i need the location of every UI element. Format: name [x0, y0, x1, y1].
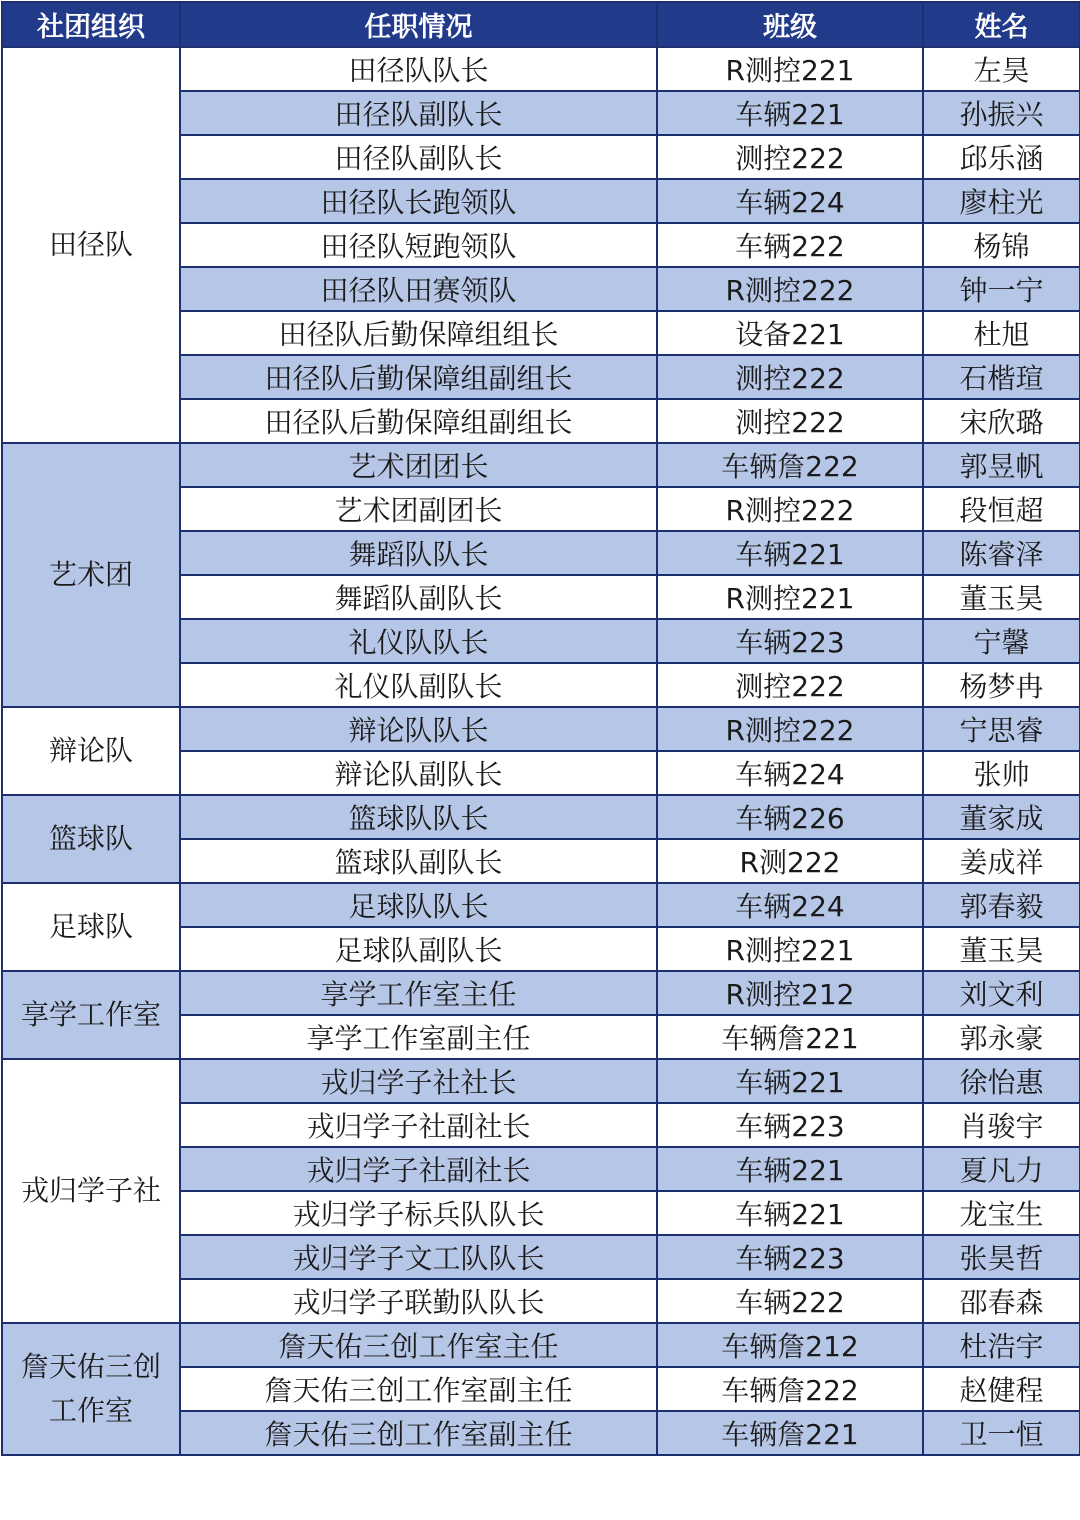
name-cell: 郭永豪: [923, 1015, 1080, 1059]
position-cell: 足球队队长: [180, 883, 657, 927]
position-cell: 田径队短跑领队: [180, 223, 657, 267]
name-cell: 董玉昊: [923, 575, 1080, 619]
class-cell: R测控222: [657, 267, 923, 311]
header-organization: 社团组织: [2, 2, 180, 47]
class-cell: R测控221: [657, 47, 923, 91]
position-cell: 田径队队长: [180, 47, 657, 91]
name-cell: 邱乐涵: [923, 135, 1080, 179]
name-cell: 郭春毅: [923, 883, 1080, 927]
name-cell: 宋欣璐: [923, 399, 1080, 443]
class-cell: 设备221: [657, 311, 923, 355]
position-cell: 艺术团副团长: [180, 487, 657, 531]
organization-cell: 辩论队: [2, 707, 180, 795]
name-cell: 赵健程: [923, 1367, 1080, 1411]
officers-table: [1, 1, 1080, 1456]
position-cell: 田径队副队长: [180, 91, 657, 135]
class-cell: 车辆詹222: [657, 443, 923, 487]
table-row: [2, 1323, 1080, 1367]
name-cell: 龙宝生: [923, 1191, 1080, 1235]
organization-cell: 足球队: [2, 883, 180, 971]
position-cell: 辩论队队长: [180, 707, 657, 751]
position-cell: 詹天佑三创工作室副主任: [180, 1367, 657, 1411]
class-cell: 测控222: [657, 399, 923, 443]
header-position: 任职情况: [180, 2, 657, 47]
position-cell: 詹天佑三创工作室副主任: [180, 1411, 657, 1455]
class-cell: 车辆224: [657, 751, 923, 795]
organization-cell: 戎归学子社: [2, 1059, 180, 1323]
name-cell: 杨梦冉: [923, 663, 1080, 707]
class-cell: 车辆詹212: [657, 1323, 923, 1367]
class-cell: R测控222: [657, 487, 923, 531]
class-cell: R测控221: [657, 927, 923, 971]
class-cell: 车辆222: [657, 223, 923, 267]
organization-cell: 篮球队: [2, 795, 180, 883]
position-cell: 戎归学子标兵队队长: [180, 1191, 657, 1235]
name-cell: 杜旭: [923, 311, 1080, 355]
name-cell: 宁馨: [923, 619, 1080, 663]
organization-cell: 艺术团: [2, 443, 180, 707]
class-cell: 车辆223: [657, 619, 923, 663]
table-row: [2, 443, 1080, 487]
position-cell: 田径队田赛领队: [180, 267, 657, 311]
position-cell: 詹天佑三创工作室主任: [180, 1323, 657, 1367]
table-row: [2, 971, 1080, 1015]
class-cell: 车辆224: [657, 179, 923, 223]
class-cell: 车辆224: [657, 883, 923, 927]
name-cell: 杜浩宇: [923, 1323, 1080, 1367]
table-row: [2, 795, 1080, 839]
class-cell: 车辆221: [657, 91, 923, 135]
table-row: [2, 707, 1080, 751]
position-cell: 篮球队副队长: [180, 839, 657, 883]
header-class: 班级: [657, 2, 923, 47]
class-cell: R测控222: [657, 707, 923, 751]
class-cell: 测控222: [657, 135, 923, 179]
position-cell: 田径队长跑领队: [180, 179, 657, 223]
position-cell: 戎归学子文工队队长: [180, 1235, 657, 1279]
class-cell: 车辆223: [657, 1103, 923, 1147]
name-cell: 郭昱帆: [923, 443, 1080, 487]
name-cell: 夏凡力: [923, 1147, 1080, 1191]
class-cell: 车辆221: [657, 531, 923, 575]
name-cell: 钟一宁: [923, 267, 1080, 311]
class-cell: R测222: [657, 839, 923, 883]
name-cell: 邵春森: [923, 1279, 1080, 1323]
class-cell: 车辆222: [657, 1279, 923, 1323]
organization-cell: 享学工作室: [2, 971, 180, 1059]
position-cell: 礼仪队队长: [180, 619, 657, 663]
name-cell: 石楷瑄: [923, 355, 1080, 399]
position-cell: 田径队后勤保障组组长: [180, 311, 657, 355]
class-cell: 车辆詹221: [657, 1411, 923, 1455]
position-cell: 足球队副队长: [180, 927, 657, 971]
name-cell: 董玉昊: [923, 927, 1080, 971]
position-cell: 田径队后勤保障组副组长: [180, 355, 657, 399]
position-cell: 篮球队队长: [180, 795, 657, 839]
class-cell: 车辆226: [657, 795, 923, 839]
name-cell: 卫一恒: [923, 1411, 1080, 1455]
position-cell: 舞蹈队副队长: [180, 575, 657, 619]
name-cell: 左昊: [923, 47, 1080, 91]
position-cell: 艺术团团长: [180, 443, 657, 487]
position-cell: 享学工作室副主任: [180, 1015, 657, 1059]
name-cell: 陈睿泽: [923, 531, 1080, 575]
organization-cell: 詹天佑三创工作室: [2, 1323, 180, 1455]
position-cell: 戎归学子社副社长: [180, 1147, 657, 1191]
position-cell: 田径队副队长: [180, 135, 657, 179]
table-row: [2, 47, 1080, 91]
class-cell: 测控222: [657, 355, 923, 399]
class-cell: 车辆223: [657, 1235, 923, 1279]
name-cell: 张帅: [923, 751, 1080, 795]
name-cell: 杨锦: [923, 223, 1080, 267]
name-cell: 张昊哲: [923, 1235, 1080, 1279]
position-cell: 戎归学子社副社长: [180, 1103, 657, 1147]
position-cell: 戎归学子联勤队队长: [180, 1279, 657, 1323]
class-cell: 车辆221: [657, 1191, 923, 1235]
name-cell: 孙振兴: [923, 91, 1080, 135]
position-cell: 礼仪队副队长: [180, 663, 657, 707]
table-row: [2, 1059, 1080, 1103]
name-cell: 董家成: [923, 795, 1080, 839]
name-cell: 肖骏宇: [923, 1103, 1080, 1147]
name-cell: 廖柱光: [923, 179, 1080, 223]
position-cell: 享学工作室主任: [180, 971, 657, 1015]
table-row: [2, 883, 1080, 927]
name-cell: 宁思睿: [923, 707, 1080, 751]
class-cell: 车辆詹221: [657, 1015, 923, 1059]
position-cell: 田径队后勤保障组副组长: [180, 399, 657, 443]
class-cell: 车辆詹222: [657, 1367, 923, 1411]
position-cell: 舞蹈队队长: [180, 531, 657, 575]
name-cell: 段恒超: [923, 487, 1080, 531]
class-cell: 车辆221: [657, 1059, 923, 1103]
name-cell: 姜成祥: [923, 839, 1080, 883]
class-cell: 车辆221: [657, 1147, 923, 1191]
table-body: [2, 47, 1080, 1455]
header-row: [2, 2, 1080, 47]
organization-cell: 田径队: [2, 47, 180, 443]
class-cell: R测控221: [657, 575, 923, 619]
name-cell: 徐怡惠: [923, 1059, 1080, 1103]
name-cell: 刘文利: [923, 971, 1080, 1015]
position-cell: 戎归学子社社长: [180, 1059, 657, 1103]
class-cell: 测控222: [657, 663, 923, 707]
header-name: 姓名: [923, 2, 1080, 47]
position-cell: 辩论队副队长: [180, 751, 657, 795]
class-cell: R测控212: [657, 971, 923, 1015]
